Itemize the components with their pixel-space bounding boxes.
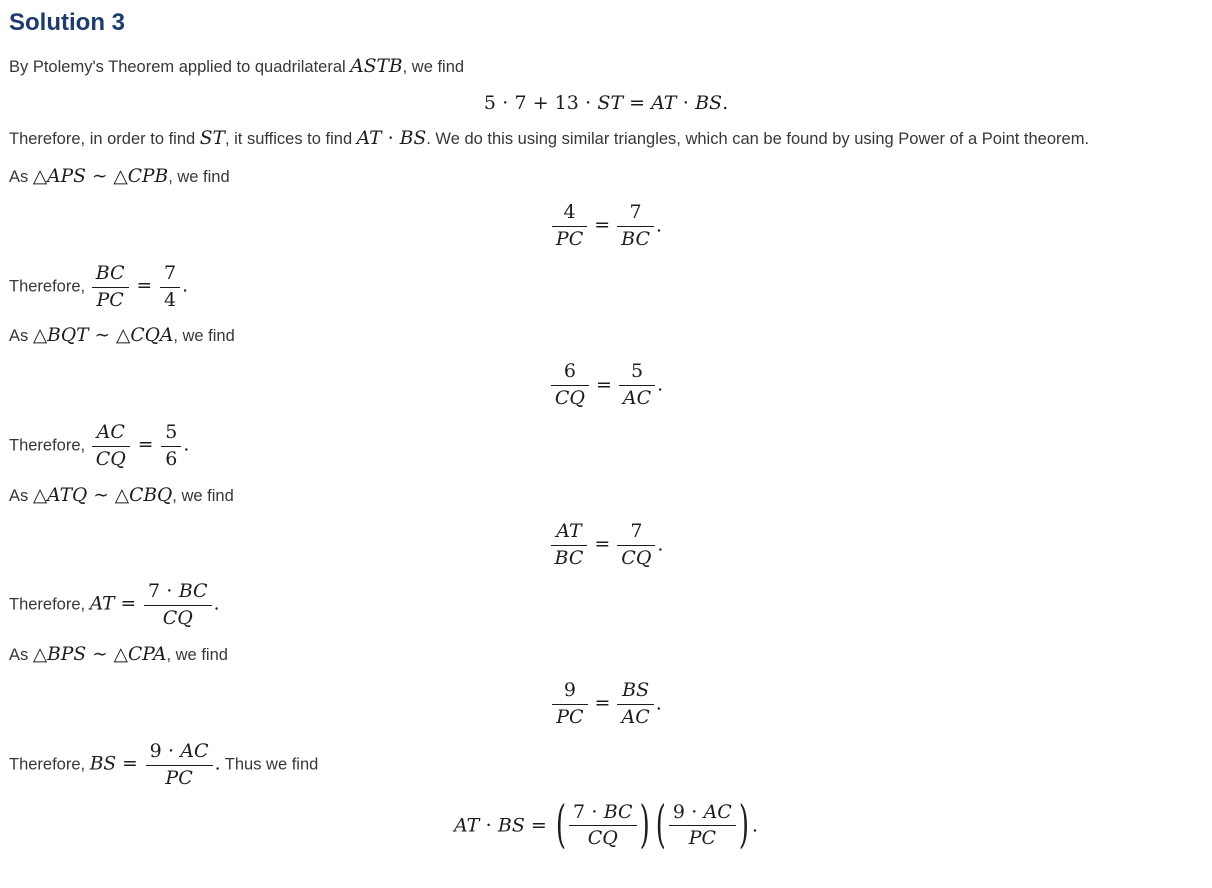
fraction-denominator: CQ: [551, 385, 589, 410]
display-equation-ptolemy: [9, 92, 1203, 114]
math-var: AT: [453, 813, 480, 836]
fraction-denominator: PC: [552, 704, 587, 729]
math-var: AT: [651, 92, 677, 114]
fraction: [92, 422, 130, 471]
equals-sign: =: [116, 753, 144, 775]
period: .: [657, 533, 664, 556]
para-similar-bqt-cqa: [9, 323, 1203, 349]
math-var: ST: [199, 128, 225, 149]
math-var: APS: [47, 166, 86, 187]
math-var: BS: [89, 753, 117, 775]
math-var: AC: [703, 800, 732, 823]
math-var: BPS: [47, 644, 87, 666]
math-term: 7 ⋅: [573, 800, 604, 823]
fraction-denominator: AC: [619, 385, 655, 410]
fraction: [617, 202, 654, 251]
fraction-denominator: PC: [669, 825, 736, 850]
fraction: [161, 422, 181, 471]
equals-sign: =: [594, 533, 611, 556]
triangle-icon: △: [116, 325, 131, 347]
math-var: CBQ: [129, 484, 173, 506]
fraction-denominator: CQ: [144, 605, 212, 630]
math-var: BS: [695, 92, 723, 114]
equals-sign: =: [130, 275, 159, 297]
math-var: AC: [180, 739, 209, 762]
fraction-numerator: [146, 741, 213, 765]
close-paren: ): [738, 796, 749, 856]
text: , we find: [173, 327, 235, 346]
equals-sign: =: [623, 92, 652, 114]
fraction: [669, 802, 736, 851]
triangle-icon: △: [32, 484, 48, 506]
equals-sign: =: [131, 434, 160, 456]
math-var: BC: [178, 580, 208, 603]
similar-sign: ∼: [88, 325, 117, 347]
para-similar-bps-cpa: [9, 642, 1203, 668]
para-similar-atq-cbq: [9, 483, 1203, 509]
triangle-icon: △: [32, 325, 48, 347]
triangle-icon: △: [114, 484, 130, 506]
dot-operator: ⋅: [479, 813, 498, 836]
para-result-4: [9, 741, 1203, 790]
text: As: [9, 168, 33, 186]
close-paren: ): [639, 796, 650, 856]
fraction-denominator: AC: [617, 704, 653, 729]
period: .: [657, 373, 664, 396]
fraction: [144, 581, 212, 630]
fraction-denominator: CQ: [92, 446, 130, 471]
triangle-icon: △: [113, 644, 128, 666]
text: As: [9, 486, 33, 505]
fraction-numerator: 5: [165, 421, 178, 444]
fraction-denominator: CQ: [617, 545, 655, 570]
fraction: [569, 802, 637, 851]
display-equation-ratio-4: [9, 680, 1203, 729]
fraction: [551, 521, 588, 570]
period: .: [182, 275, 189, 297]
fraction-denominator: PC: [146, 765, 213, 790]
fraction-numerator: 6: [563, 360, 576, 383]
fraction-numerator: 7: [630, 519, 643, 542]
fraction-denominator: BC: [617, 226, 654, 251]
math-var: AT: [89, 594, 115, 616]
para-ptolemy: [9, 54, 1203, 80]
math-var: ST: [597, 92, 624, 114]
paren-group: [555, 796, 651, 856]
period: .: [214, 753, 221, 775]
text: Thus we find: [220, 755, 319, 774]
text: , we find: [168, 168, 230, 186]
fraction-denominator: 6: [161, 446, 181, 471]
fraction: [92, 263, 129, 312]
display-equation-ratio-3: [9, 521, 1203, 570]
equals-sign: =: [114, 594, 143, 616]
text: Therefore, in order to find: [9, 130, 200, 148]
math-var: BS: [399, 128, 427, 149]
similar-sign: ∼: [86, 644, 114, 666]
text: By Ptolemy's Theorem applied to quadrilateral: [9, 58, 351, 76]
fraction-denominator: BC: [551, 545, 588, 570]
similar-sign: ∼: [85, 166, 114, 187]
fraction-numerator: 7: [629, 201, 642, 223]
fraction-numerator: [669, 802, 736, 826]
fraction-numerator: 7: [164, 261, 177, 284]
inline-math-quadrilateral: ASTB: [350, 56, 403, 77]
fraction-numerator: BC: [95, 261, 125, 284]
period: .: [655, 692, 662, 715]
period: .: [656, 214, 663, 237]
fraction-numerator: 4: [563, 201, 576, 223]
open-paren: (: [555, 796, 567, 856]
fraction: [551, 361, 589, 410]
dot-operator: ⋅: [676, 92, 696, 114]
math-term: 9 ⋅: [672, 800, 704, 823]
fraction-denominator: CQ: [569, 825, 637, 850]
display-equation-ratio-1: [9, 202, 1203, 251]
equals-sign: =: [594, 214, 611, 237]
fraction: [552, 202, 587, 251]
para-result-1: [9, 263, 1203, 312]
paren-group: [655, 796, 750, 856]
text: , we find: [402, 58, 465, 76]
para-result-3: [9, 581, 1203, 630]
para-result-2: [9, 422, 1203, 471]
math-var: BS: [497, 813, 525, 836]
period: .: [751, 813, 759, 836]
fraction: [619, 361, 655, 410]
triangle-icon: △: [32, 644, 48, 666]
fraction-numerator: AT: [556, 519, 582, 542]
solution-heading: Solution 3: [9, 9, 125, 36]
fraction-numerator: 5: [630, 360, 644, 383]
equals-sign: =: [594, 692, 611, 715]
dot-operator: ⋅: [381, 128, 400, 149]
fraction-numerator: [144, 581, 212, 605]
triangle-icon: △: [32, 166, 48, 187]
fraction-denominator: PC: [552, 226, 587, 251]
fraction-numerator: BS: [622, 679, 650, 702]
math-var: BQT: [47, 325, 89, 347]
fraction: [617, 521, 655, 570]
display-equation-final: [9, 796, 1203, 856]
text: , it suffices to find: [224, 130, 357, 148]
math-var: AT: [356, 128, 382, 149]
period: .: [183, 434, 190, 456]
fraction-numerator: [569, 802, 637, 826]
fraction-denominator: 4: [160, 287, 180, 312]
text: Therefore,: [9, 755, 90, 774]
text: Therefore,: [9, 277, 90, 296]
equals-sign: =: [524, 813, 553, 836]
open-paren: (: [655, 796, 666, 856]
text: Therefore,: [9, 436, 90, 455]
similar-sign: ∼: [87, 484, 115, 506]
text: Therefore,: [9, 596, 90, 615]
text: As: [9, 646, 33, 665]
fraction: [617, 680, 653, 729]
para-suffices: [9, 126, 1203, 152]
math-var: CPA: [127, 644, 167, 666]
display-equation-ratio-2: [9, 361, 1203, 410]
math-term: 5 ⋅ 7 + 13 ⋅: [483, 92, 598, 114]
triangle-icon: △: [113, 166, 128, 187]
period: .: [213, 594, 220, 616]
fraction: [552, 680, 587, 729]
math-var: ATQ: [47, 484, 88, 506]
math-var: CQA: [130, 325, 174, 347]
math-var: CPB: [127, 166, 169, 187]
period: .: [722, 92, 729, 114]
para-similar-aps-cpb: [9, 164, 1203, 190]
text: , we find: [166, 646, 228, 665]
equals-sign: =: [595, 373, 612, 396]
text: As: [9, 327, 33, 346]
text: . We do this using similar triangles, which can be found by using Power of a Point theorem.: [426, 130, 1090, 148]
text: , we find: [172, 486, 234, 505]
math-term: 9 ⋅: [149, 739, 181, 762]
math-term: 7 ⋅: [148, 580, 179, 603]
fraction: [160, 263, 180, 312]
math-var: BC: [603, 800, 633, 823]
fraction-denominator: PC: [92, 287, 129, 312]
fraction-numerator: 9: [563, 679, 576, 702]
fraction-numerator: AC: [96, 421, 125, 444]
fraction: [146, 741, 213, 790]
